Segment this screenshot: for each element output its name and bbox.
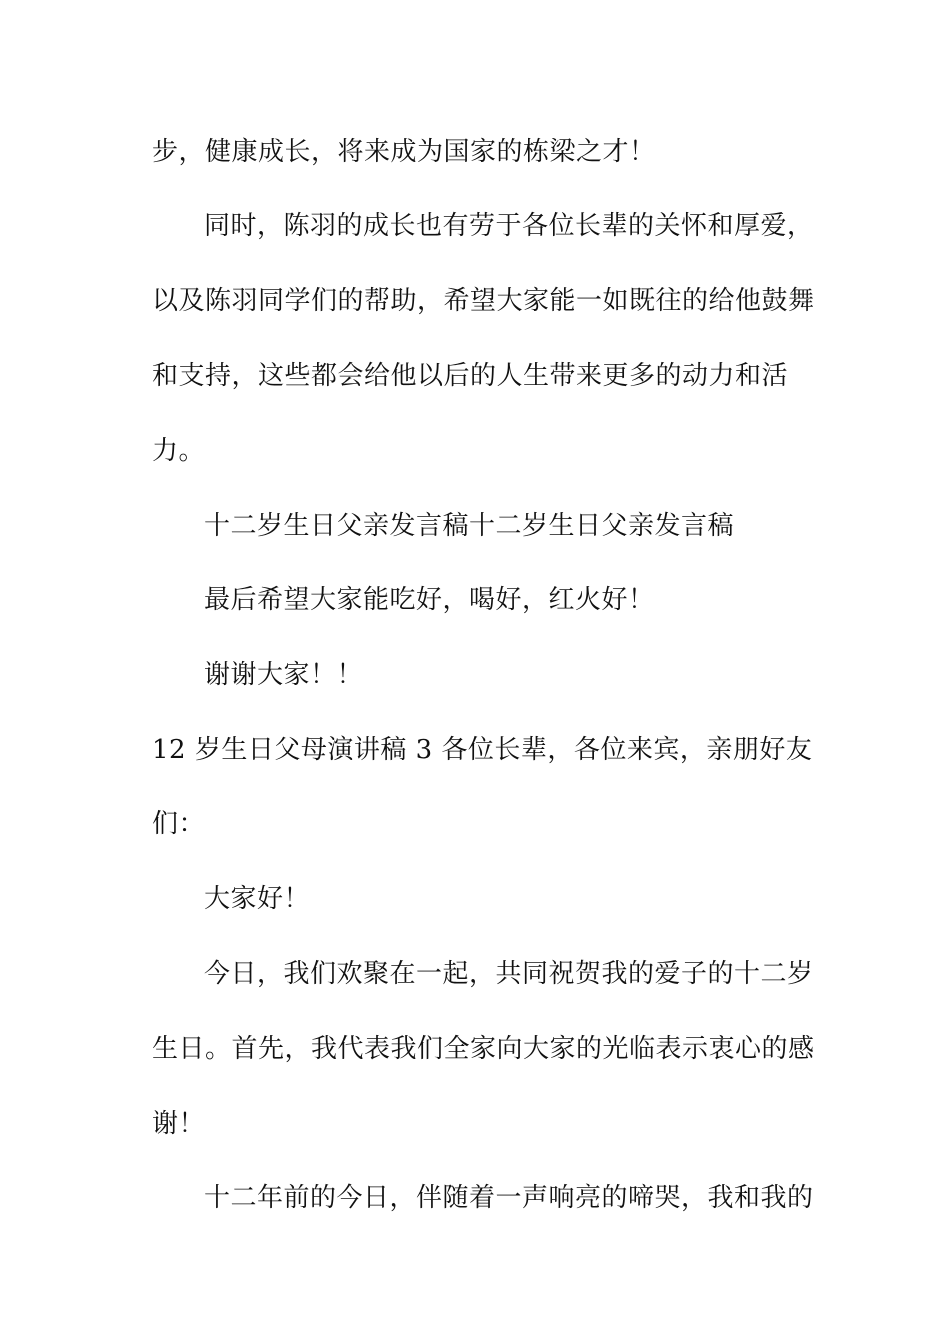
text-line: 十二年前的今日，伴随着一声响亮的啼哭，我和我的 (204, 1183, 814, 1213)
text-line: 力。 (152, 436, 206, 466)
text-line: 十二岁生日父亲发言稿十二岁生日父亲发言稿 (204, 511, 735, 541)
text-line: 同时，陈羽的成长也有劳于各位长辈的关怀和厚爱， (204, 211, 814, 241)
text-line: 以及陈羽同学们的帮助，希望大家能一如既往的给他鼓舞 (152, 286, 815, 316)
text-line: 生日。首先，我代表我们全家向大家的光临表示衷心的感 (152, 1034, 815, 1064)
text-line: 们： (152, 809, 206, 839)
text-line: 12 岁生日父母演讲稿 3 各位长辈，各位来宾，亲朋好友 (152, 735, 813, 765)
text-line: 和支持，这些都会给他以后的人生带来更多的动力和活 (152, 361, 789, 391)
text-line: 步，健康成长，将来成为国家的栋梁之才！ (152, 137, 656, 167)
text-line: 大家好！ (204, 884, 311, 914)
text-line: 最后希望大家能吃好，喝好，红火好！ (204, 585, 655, 615)
text-line: 谢！ (152, 1109, 206, 1139)
text-line: 今日，我们欢聚在一起，共同祝贺我的爱子的十二岁 (204, 959, 814, 989)
text-line: 谢谢大家！！ (204, 660, 364, 690)
